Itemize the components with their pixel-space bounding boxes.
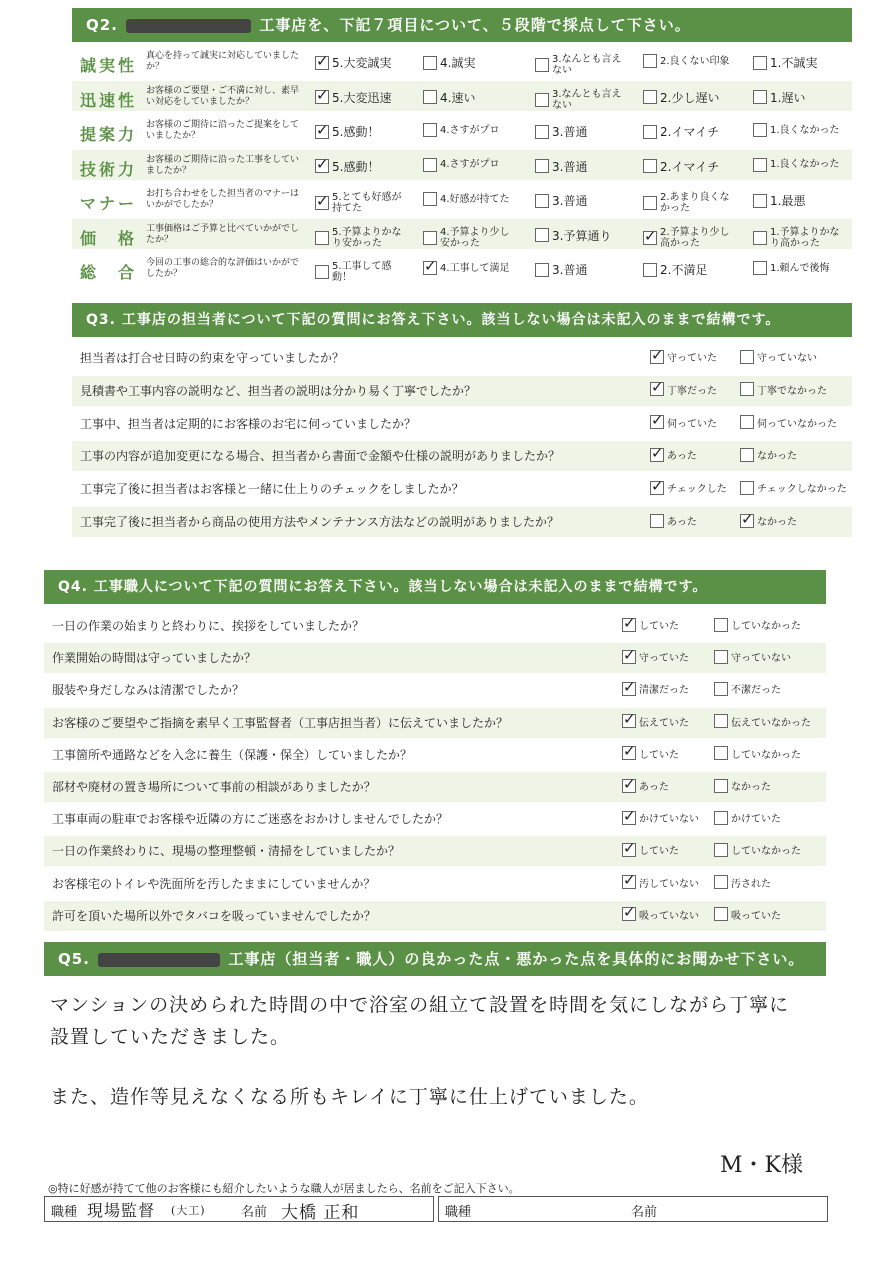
- checkbox[interactable]: [753, 90, 767, 104]
- question-text: 服装や身だしなみは清潔でしたか？: [52, 683, 245, 698]
- question-text: 工事車両の駐車でお客様や近隣の方にご迷惑をおかけしませんでしたか？: [52, 812, 449, 827]
- checkbox[interactable]: [622, 875, 636, 889]
- job-value: 現場監督: [87, 1201, 156, 1220]
- checkbox[interactable]: [740, 448, 754, 462]
- rating-label: 提案力: [80, 125, 138, 144]
- checkbox[interactable]: [622, 682, 636, 696]
- q5-header-text: 工事店（担当者・職人）の良かった点・悪かった点を具体的にお聞かせ下さい。: [228, 950, 805, 968]
- answer-yes[interactable]: [622, 649, 689, 664]
- answer-label: 伝えていた: [639, 717, 689, 729]
- checkbox[interactable]: [714, 650, 728, 664]
- option-label: 3.予算通り: [552, 228, 612, 243]
- checkbox[interactable]: [622, 843, 636, 857]
- rating-option[interactable]: [423, 89, 475, 106]
- option-label: 3.普通: [552, 263, 588, 277]
- answer-label: チェックしなかった: [757, 484, 847, 496]
- answer-no[interactable]: [714, 810, 781, 825]
- option-label: 4.好感が持てた: [440, 193, 510, 205]
- answer-label: なかった: [731, 782, 771, 793]
- answer-no[interactable]: [740, 349, 817, 364]
- option-label: 4.さすがプロ: [440, 124, 500, 136]
- answer-label: 汚していない: [639, 878, 699, 890]
- rating-option[interactable]: [423, 192, 518, 206]
- checkbox[interactable]: [714, 875, 728, 889]
- checkbox[interactable]: [643, 125, 657, 139]
- answer-no[interactable]: [740, 513, 797, 528]
- checkbox[interactable]: [643, 54, 657, 68]
- rating-option[interactable]: [643, 89, 719, 106]
- answer-yes[interactable]: [622, 842, 679, 857]
- option-label: 2.予算より少し高かった: [660, 226, 730, 249]
- rating-label: マナー: [80, 194, 138, 213]
- rating-option[interactable]: [753, 158, 848, 172]
- checkbox[interactable]: [643, 263, 657, 277]
- checkbox[interactable]: [753, 56, 767, 70]
- checkbox[interactable]: [315, 56, 329, 70]
- rating-question: 真心を持って誠実に対応していましたか？: [146, 51, 300, 72]
- rating-option[interactable]: [643, 158, 719, 175]
- checkbox[interactable]: [535, 194, 549, 208]
- rating-option[interactable]: [753, 192, 805, 209]
- option-label: 3.なんとも言えない: [552, 88, 622, 111]
- rating-question: 工事価格はご予算と比べていかがでしたか？: [146, 223, 300, 245]
- answer-label: 清潔だった: [639, 685, 689, 697]
- checkbox[interactable]: [714, 618, 728, 632]
- name-label: 名前: [241, 1205, 268, 1220]
- redacted-company-name: [126, 19, 251, 33]
- answer-no[interactable]: [740, 415, 837, 430]
- rating-option[interactable]: [535, 261, 587, 278]
- checkbox[interactable]: [423, 158, 437, 172]
- q4-header: Q4. 工事職人について下記の質問にお答え下さい。該当しない場合は未記入のままで結構です。: [44, 570, 826, 604]
- answer-no[interactable]: [714, 842, 801, 857]
- rating-option[interactable]: [423, 227, 518, 249]
- question-text: 許可を頂いた場所以外でタバコを吸っていませんでしたか？: [52, 908, 376, 923]
- question-text: 工事完了後に担当者はお客様と一緒に仕上りのチェックをしましたか？: [80, 482, 464, 497]
- answer-label: 丁寧だった: [667, 385, 717, 397]
- rating-option[interactable]: [643, 123, 719, 140]
- rating-label: 迅速性: [80, 90, 138, 110]
- answer-label: 守っていた: [667, 353, 717, 364]
- question-text: 見積書や工事内容の説明など、担当者の説明は分かり易く丁寧でしたか？: [80, 383, 477, 398]
- comment-line-3: また、造作等見えなくなる所もキレイに丁寧に仕上げていました。: [50, 1086, 649, 1108]
- checkbox[interactable]: [740, 350, 754, 364]
- option-label: 5.とても好感が持てた: [332, 192, 402, 214]
- rating-label: 価 格: [80, 228, 138, 248]
- rating-question: お打ち合わせをした担当者のマナーはいかがでしたか？: [146, 189, 300, 210]
- question-text: 作業開始の時間は守っていましたか？: [52, 651, 257, 666]
- checkbox[interactable]: [643, 196, 657, 210]
- rating-option[interactable]: [643, 54, 738, 68]
- checkbox[interactable]: [753, 194, 767, 208]
- option-label: 3.なんとも言えない: [552, 54, 622, 76]
- answer-label: あった: [639, 782, 669, 793]
- rating-option[interactable]: [753, 261, 848, 275]
- checkbox[interactable]: [753, 123, 767, 137]
- answer-label: 丁寧でなかった: [757, 385, 827, 397]
- question-text: 部材や廃材の置き場所について事前の相談がありましたか？: [52, 780, 376, 794]
- option-label: 5.大変迅速: [332, 90, 392, 105]
- checkbox[interactable]: [650, 415, 664, 429]
- checkbox[interactable]: [643, 231, 657, 245]
- checkbox[interactable]: [315, 90, 329, 104]
- answer-yes[interactable]: [650, 382, 717, 397]
- option-label: 5.感動！: [332, 159, 380, 174]
- rating-option[interactable]: [535, 227, 611, 244]
- answer-label: あった: [667, 451, 697, 463]
- q2-header-number: Q2.: [86, 16, 118, 34]
- answer-label: チェックした: [667, 484, 727, 496]
- answer-label: していなかった: [731, 621, 801, 632]
- rating-option[interactable]: [315, 89, 391, 106]
- answer-label: していた: [639, 749, 679, 761]
- checkbox[interactable]: [535, 125, 549, 139]
- option-label: 4.予算より少し安かった: [440, 226, 510, 249]
- job-label-2: 職種: [445, 1205, 472, 1220]
- question-text: 一日の作業終わりに、現場の整理整頓・清掃をしていましたか？: [52, 844, 401, 859]
- checkbox[interactable]: [740, 415, 754, 429]
- answer-label: かけていた: [731, 814, 781, 826]
- rating-option[interactable]: [753, 123, 848, 137]
- rating-option[interactable]: [753, 89, 805, 106]
- answer-label: していた: [639, 846, 679, 858]
- answer-label: 守っていない: [757, 353, 817, 364]
- rating-option[interactable]: [535, 158, 587, 175]
- checkbox[interactable]: [315, 196, 329, 210]
- checkbox[interactable]: [535, 58, 549, 72]
- answer-no[interactable]: [714, 681, 781, 696]
- option-label: 4.工事して満足: [440, 262, 510, 274]
- option-label: 1.最悪: [770, 194, 806, 208]
- checkbox[interactable]: [622, 907, 636, 921]
- answer-yes[interactable]: [650, 513, 697, 528]
- question-text: 工事箇所や通路などを入念に養生（保護・保全）していましたか？: [52, 747, 413, 762]
- rating-option[interactable]: [535, 123, 587, 140]
- checkbox[interactable]: [714, 714, 728, 728]
- answer-label: していなかった: [731, 846, 801, 858]
- question-text: お客様宅のトイレや洗面所を汚したままにしていませんか？: [52, 876, 376, 891]
- answer-no[interactable]: [740, 382, 827, 397]
- checkbox[interactable]: [714, 746, 728, 760]
- name-value: 大橋 正和: [281, 1203, 360, 1223]
- checkbox[interactable]: [423, 192, 437, 206]
- option-label: 5.予算よりかなり安かった: [332, 226, 402, 249]
- rating-option[interactable]: [423, 158, 518, 172]
- answer-yes[interactable]: [622, 778, 669, 793]
- rating-question: 今回の工事の総合的な評価はいかがでしたか？: [146, 258, 300, 279]
- option-label: 4.速い: [440, 90, 476, 105]
- option-label: 1.予算よりかなり高かった: [770, 226, 840, 249]
- checkbox[interactable]: [423, 261, 437, 275]
- option-label: 2.イマイチ: [660, 159, 720, 174]
- redacted-company-name: [98, 953, 220, 967]
- q5-header: [44, 942, 826, 976]
- answer-yes[interactable]: [622, 746, 679, 761]
- rating-question: お客様のご期待に沿ったご提案をしていましたか？: [146, 120, 300, 141]
- option-label: 3.普通: [552, 159, 588, 174]
- rating-option[interactable]: [643, 261, 707, 278]
- option-label: 3.普通: [552, 125, 588, 139]
- answer-yes[interactable]: [650, 447, 697, 462]
- checkbox[interactable]: [650, 481, 664, 495]
- checkbox[interactable]: [740, 382, 754, 396]
- answer-yes[interactable]: [622, 681, 689, 696]
- rating-option[interactable]: [643, 192, 738, 214]
- option-label: 1.頼んで後悔: [770, 262, 830, 274]
- answer-yes[interactable]: [650, 415, 717, 430]
- rating-option[interactable]: [315, 123, 379, 140]
- answer-label: 不潔だった: [731, 685, 781, 697]
- checkbox[interactable]: [714, 811, 728, 825]
- checkbox[interactable]: [650, 448, 664, 462]
- checkbox[interactable]: [650, 514, 664, 528]
- checkbox[interactable]: [714, 907, 728, 921]
- answer-no[interactable]: [714, 907, 781, 922]
- answer-yes[interactable]: [622, 617, 679, 632]
- job-value-note: (大工): [171, 1204, 206, 1217]
- checkbox[interactable]: [740, 481, 754, 495]
- rating-option[interactable]: [315, 261, 410, 283]
- answer-label: なかった: [757, 517, 797, 528]
- answer-label: 伺っていた: [667, 418, 717, 430]
- answer-label: していた: [639, 621, 679, 632]
- q2-header: [72, 8, 852, 42]
- rating-option[interactable]: [535, 89, 630, 111]
- option-label: 2.少し遅い: [660, 90, 720, 105]
- question-text: 工事完了後に担当者から商品の使用方法やメンテナンス方法などの説明がありましたか？: [80, 515, 560, 529]
- checkbox[interactable]: [315, 265, 329, 279]
- option-label: 2.不満足: [660, 263, 708, 277]
- answer-label: 守っていた: [639, 653, 689, 665]
- question-text: 一日の作業の始まりと終わりに、挨拶をしていましたか？: [52, 619, 365, 633]
- answer-label: 汚された: [731, 878, 771, 890]
- checkbox[interactable]: [753, 261, 767, 275]
- checkbox[interactable]: [643, 90, 657, 104]
- checkbox[interactable]: [315, 159, 329, 173]
- answer-label: していなかった: [731, 749, 801, 761]
- rating-option[interactable]: [423, 261, 518, 275]
- checkbox[interactable]: [315, 231, 329, 245]
- option-label: 5.大変誠実: [332, 56, 392, 70]
- option-label: 1.良くなかった: [770, 159, 840, 170]
- checkbox[interactable]: [423, 123, 437, 137]
- rating-option[interactable]: [315, 227, 410, 249]
- rating-option[interactable]: [643, 227, 738, 249]
- rating-label: 技術力: [80, 159, 138, 179]
- rating-question: お客様のご要望・ご不満に対し、素早い対応をしていましたか？: [146, 85, 300, 107]
- checkbox[interactable]: [535, 263, 549, 277]
- checkbox[interactable]: [650, 382, 664, 396]
- rating-option[interactable]: [315, 158, 379, 175]
- option-label: 2.イマイチ: [660, 125, 720, 139]
- checkbox[interactable]: [622, 714, 636, 728]
- answer-label: 吸っていた: [731, 910, 781, 922]
- answer-no[interactable]: [714, 875, 771, 890]
- q5-header-number: Q5.: [58, 950, 90, 968]
- rating-option[interactable]: [315, 54, 391, 71]
- question-text: 工事の内容が追加変更になる場合、担当者から書面で金額や仕様の説明がありましたか？: [80, 449, 561, 464]
- q2-header-text: 工事店を、下記７項目について、５段階で採点して下さい。: [259, 16, 691, 34]
- checkbox[interactable]: [535, 93, 549, 107]
- checkbox[interactable]: [650, 350, 664, 364]
- rating-option[interactable]: [315, 192, 410, 214]
- checkbox[interactable]: [740, 514, 754, 528]
- answer-no[interactable]: [740, 480, 847, 495]
- answer-yes[interactable]: [622, 810, 699, 825]
- checkbox[interactable]: [622, 618, 636, 632]
- checkbox[interactable]: [714, 682, 728, 696]
- rating-option[interactable]: [423, 54, 475, 71]
- answer-label: 守っていない: [731, 653, 791, 665]
- answer-label: 伝えていなかった: [731, 717, 811, 729]
- checkbox[interactable]: [714, 779, 728, 793]
- answer-label: 吸っていない: [639, 910, 699, 922]
- rating-label: 誠実性: [80, 56, 138, 75]
- craftsman-field-1: [44, 1196, 434, 1222]
- checkbox[interactable]: [423, 231, 437, 245]
- answer-no[interactable]: [714, 714, 811, 729]
- answer-yes[interactable]: [622, 907, 699, 922]
- answer-yes[interactable]: [650, 480, 727, 495]
- checkbox[interactable]: [643, 159, 657, 173]
- checkbox[interactable]: [753, 231, 767, 245]
- answer-no[interactable]: [714, 649, 791, 664]
- checkbox[interactable]: [753, 158, 767, 172]
- answer-no[interactable]: [714, 746, 801, 761]
- rating-label: 総 合: [80, 263, 138, 282]
- name-label-2: 名前: [631, 1205, 658, 1220]
- answer-label: あった: [667, 517, 697, 528]
- question-text: 工事中、担当者は定期的にお客様のお宅に伺っていましたか？: [80, 416, 417, 431]
- answer-no[interactable]: [740, 447, 797, 462]
- q3-header: Q3. 工事店の担当者について下記の質問にお答え下さい。該当しない場合は未記入のままで結構です。: [72, 303, 852, 337]
- comment-line-1: マンションの決められた時間の中で浴室の組立て設置を時間を気にしながら丁寧に: [50, 994, 790, 1016]
- checkbox[interactable]: [622, 746, 636, 760]
- comment-line-2: 設置していただきました。: [50, 1026, 291, 1048]
- option-label: 4.さすがプロ: [440, 159, 500, 170]
- checkbox[interactable]: [622, 811, 636, 825]
- checkbox[interactable]: [535, 159, 549, 173]
- answer-label: なかった: [757, 451, 797, 463]
- checkbox[interactable]: [423, 90, 437, 104]
- checkbox[interactable]: [622, 779, 636, 793]
- checkbox[interactable]: [315, 125, 329, 139]
- answer-yes[interactable]: [650, 349, 717, 364]
- answer-yes[interactable]: [622, 714, 689, 729]
- answer-no[interactable]: [714, 617, 801, 632]
- rating-option[interactable]: [535, 192, 587, 209]
- option-label: 1.遅い: [770, 90, 806, 105]
- checkbox[interactable]: [622, 650, 636, 664]
- answer-label: 伺っていなかった: [757, 418, 837, 430]
- option-label: 4.誠実: [440, 56, 476, 70]
- answer-yes[interactable]: [622, 875, 699, 890]
- checkbox[interactable]: [714, 843, 728, 857]
- option-label: 2.良くない印象: [660, 55, 730, 67]
- craftsman-field-2: [438, 1196, 828, 1222]
- answer-no[interactable]: [714, 778, 771, 793]
- option-label: 5.感動！: [332, 125, 380, 139]
- option-label: 5.工事して感動！: [332, 261, 392, 283]
- option-label: 1.不誠実: [770, 56, 818, 70]
- option-label: 2.あまり良くなかった: [660, 192, 730, 214]
- question-text: 担当者は打合せ日時の約束を守っていましたか？: [80, 351, 345, 365]
- footer-note: ◎特に好感が持てて他のお客様にも紹介したいような職人が居ましたら、名前をご記入下さい。: [48, 1182, 520, 1195]
- rating-option[interactable]: [753, 227, 848, 249]
- answer-label: かけていない: [639, 814, 699, 826]
- rating-option[interactable]: [535, 54, 630, 76]
- option-label: 3.普通: [552, 194, 588, 208]
- rating-question: お客様のご期待に沿った工事をしていましたか？: [146, 154, 300, 176]
- job-label: 職種: [51, 1205, 78, 1220]
- rating-option[interactable]: [753, 54, 817, 71]
- customer-signature: M・K様: [720, 1153, 803, 1178]
- question-text: お客様のご要望やご指摘を素早く工事監督者（工事店担当者）に伝えていましたか？: [52, 715, 509, 730]
- checkbox[interactable]: [423, 56, 437, 70]
- checkbox[interactable]: [535, 228, 549, 242]
- option-label: 1.良くなかった: [770, 124, 840, 136]
- rating-option[interactable]: [423, 123, 518, 137]
